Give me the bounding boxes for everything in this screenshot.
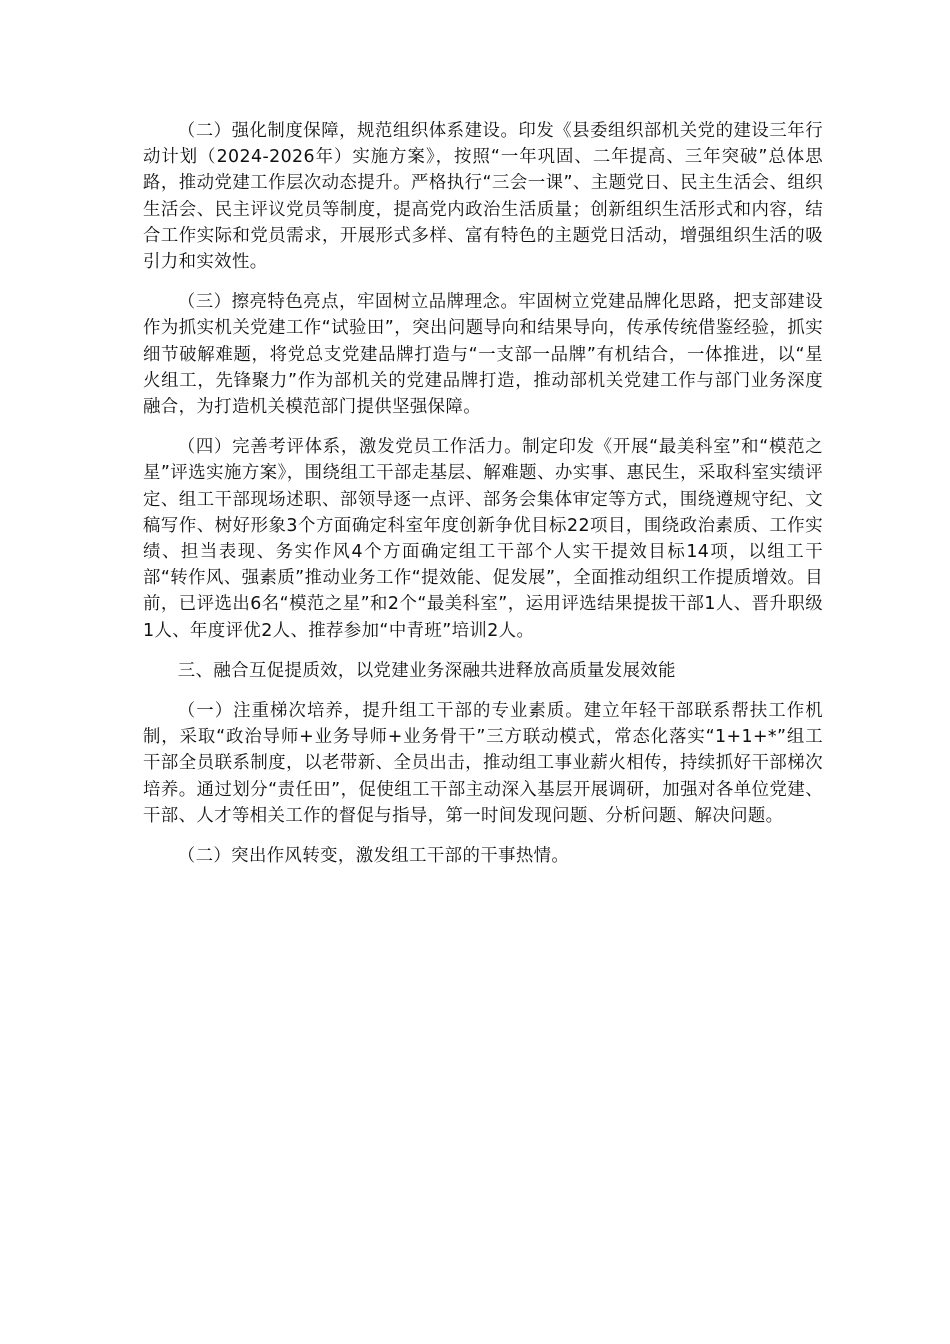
paragraph-brand-concept: （三）擦亮特色亮点，牢固树立品牌理念。牢固树立党建品牌化思路，把支部建设作为抓实机关党建工作“试验田”，突出问题导向和结果导向，传承传统借鉴经验，抓实细节破解难题，将党总支党建品牌打造与“一支部一品牌”有机结合，一体推进，以“星火组工，先锋聚力”作为部机关的党建品牌打造，推动部机关党建工作与部门业务深度融合，为打造机关模范部门提供坚强保障。 <box>143 292 823 418</box>
paragraph-evaluation-system: （四）完善考评体系，激发党员工作活力。制定印发《开展“最美科室”和“模范之星”评选实施方案》，围绕组工干部走基层、解难题、办实事、惠民生，采取科室实绩评定、组工干部现场述职、部领导逐一点评、部务会集体审定等方式，围绕遵规守纪、文稿写作、树好形象3个方面确定科室年度创新争优目标22项目，围绕政治素质、工作实绩、担当表现、务实作风4个方面确定组工干部个人实干提效目标14项，以组工干部“转作风、强素质”推动业务工作“提效能、促发展”，全面推动组织工作提质增效。目前，已评选出6名“模范之星”和2个“最美科室”，运用评选结果提拔干部1人、晋升职级1人、年度评优2人、推荐参加“中青班”培训2人。 <box>143 437 823 641</box>
paragraph-work-style: （二）突出作风转变，激发组工干部的干事热情。 <box>177 846 570 867</box>
paragraph-institution-guarantee: （二）强化制度保障，规范组织体系建设。印发《县委组织部机关党的建设三年行动计划（2024-2026年）实施方案》，按照“一年巩固、二年提高、三年突破”总体思路，推动党建工作层次动态提升。严格执行“三会一课”、主题党日、民主生活会、组织生活会、民主评议党员等制度，提高党内政治生活质量；创新组织生活形式和内容，结合工作实际和党员需求，开展形式多样、富有特色的主题党日活动，增强组织生活的吸引力和实效性。 <box>143 121 823 273</box>
document-page <box>143 118 823 883</box>
section-heading-three: 三、融合互促提质效，以党建业务深融共进释放高质量发展效能 <box>177 660 676 681</box>
paragraph-echelon-training: （一）注重梯次培养，提升组工干部的专业素质。建立年轻干部联系帮扶工作机制，采取“政治导师+业务导师+业务骨干”三方联动模式，常态化落实“1+1+*”组工干部全员联系制度，以老带新、全员出击，推动组工事业薪火相传，持续抓好干部梯次培养。通过划分“责任田”，促使组工干部主动深入基层开展调研，加强对各单位党建、干部、人才等相关工作的督促与指导，第一时间发现问题、分析问题、解决问题。 <box>143 701 823 826</box>
